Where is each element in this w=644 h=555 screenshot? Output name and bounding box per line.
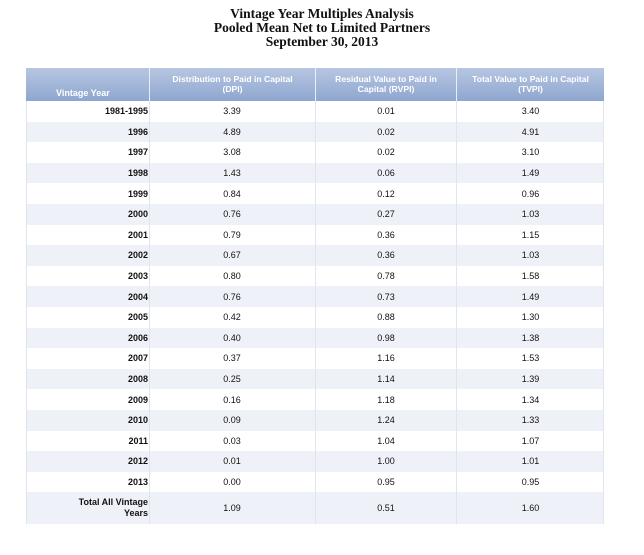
table-row — [26, 472, 604, 493]
row-tvpi-value: 4.91 — [521, 126, 540, 137]
table-row — [26, 286, 604, 307]
row-rvpi-value: 1.24 — [377, 415, 395, 426]
row-tvpi-value: 1.01 — [521, 456, 540, 467]
row-rvpi-value: 0.98 — [377, 332, 395, 343]
header-rvpi: Residual Value to Paid in Capital (RVPI) — [335, 74, 437, 94]
row-dpi-value: 0.80 — [223, 271, 241, 282]
row-dpi-value: 0.76 — [223, 291, 241, 302]
row-vintage-year: 2006 — [127, 332, 148, 343]
table-row — [26, 225, 604, 246]
row-rvpi-value: 0.02 — [377, 126, 395, 137]
table-row — [26, 431, 604, 452]
total-rvpi: 0.51 — [377, 503, 395, 514]
row-tvpi-value: 0.96 — [521, 188, 540, 199]
table-row — [26, 245, 604, 266]
row-tvpi-value: 1.49 — [521, 291, 540, 302]
row-tvpi-value: 3.40 — [521, 106, 540, 117]
row-vintage-year: 2000 — [127, 209, 148, 220]
header-tvpi: Total Value to Paid in Capital (TVPI) — [472, 74, 589, 94]
row-tvpi-value: 1.33 — [521, 415, 540, 426]
table-row — [26, 266, 604, 287]
table-row — [26, 348, 604, 369]
row-dpi-value: 0.42 — [223, 312, 241, 323]
table-body — [26, 101, 604, 492]
row-rvpi-value: 1.18 — [377, 394, 395, 405]
row-dpi-value: 4.89 — [223, 126, 241, 137]
row-vintage-year: 2010 — [127, 415, 148, 426]
row-rvpi-value: 0.06 — [377, 168, 395, 179]
row-tvpi-value: 3.10 — [521, 147, 540, 158]
header-vintage-year: Vintage Year — [56, 88, 110, 98]
row-dpi-value: 3.39 — [223, 106, 241, 117]
row-dpi-value: 0.01 — [223, 456, 241, 467]
row-dpi-value: 0.25 — [223, 374, 241, 385]
table-row — [26, 410, 604, 431]
row-rvpi-value: 0.78 — [377, 271, 395, 282]
table-total-row — [26, 492, 604, 524]
table-row — [26, 369, 604, 390]
row-vintage-year: 1996 — [127, 126, 148, 137]
row-rvpi-value: 1.16 — [377, 353, 395, 364]
row-dpi-value: 0.37 — [223, 353, 241, 364]
row-vintage-year: 1981-1995 — [104, 106, 148, 117]
table-row — [26, 122, 604, 143]
row-dpi-value: 3.08 — [223, 147, 241, 158]
row-vintage-year: 1998 — [127, 168, 148, 179]
total-tvpi: 1.60 — [521, 503, 540, 514]
row-dpi-value: 0.67 — [223, 250, 241, 261]
row-rvpi-value: 1.14 — [377, 374, 395, 385]
row-tvpi-value: 1.53 — [521, 353, 540, 364]
row-rvpi-value: 0.88 — [377, 312, 395, 323]
table-row — [26, 204, 604, 225]
row-rvpi-value: 0.01 — [377, 106, 395, 117]
title-line-3: September 30, 2013 — [265, 34, 379, 49]
row-vintage-year: 2009 — [127, 394, 148, 405]
row-tvpi-value: 1.34 — [521, 394, 540, 405]
row-tvpi-value: 1.38 — [521, 332, 540, 343]
row-rvpi-value: 0.02 — [377, 147, 395, 158]
row-rvpi-value: 1.04 — [377, 435, 395, 446]
row-vintage-year: 2007 — [127, 353, 148, 364]
table-row — [26, 307, 604, 328]
row-dpi-value: 0.40 — [223, 332, 241, 343]
row-rvpi-value: 0.27 — [377, 209, 395, 220]
row-rvpi-value: 1.00 — [377, 456, 395, 467]
row-tvpi-value: 1.58 — [521, 271, 540, 282]
row-rvpi-value: 0.12 — [377, 188, 395, 199]
row-tvpi-value: 1.49 — [521, 168, 540, 179]
row-tvpi-value: 1.39 — [521, 374, 540, 385]
row-vintage-year: 2002 — [127, 250, 148, 261]
multiples-table — [26, 68, 604, 524]
row-vintage-year: 2005 — [127, 312, 148, 323]
row-dpi-value: 1.43 — [223, 168, 241, 179]
row-rvpi-value: 0.95 — [377, 476, 395, 487]
title-line-2: Pooled Mean Net to Limited Partners — [213, 20, 431, 35]
row-dpi-value: 0.00 — [223, 476, 241, 487]
row-vintage-year: 2004 — [127, 291, 148, 302]
table-row — [26, 183, 604, 204]
row-vintage-year: 1999 — [127, 188, 148, 199]
table-row — [26, 389, 604, 410]
table-row — [26, 451, 604, 472]
row-vintage-year: 2012 — [127, 456, 148, 467]
row-dpi-value: 0.03 — [223, 435, 241, 446]
row-vintage-year: 1997 — [127, 147, 148, 158]
table-row — [26, 101, 604, 122]
row-tvpi-value: 1.30 — [521, 312, 540, 323]
row-tvpi-value: 1.03 — [521, 250, 540, 261]
row-rvpi-value: 0.73 — [377, 291, 395, 302]
row-dpi-value: 0.79 — [223, 229, 241, 240]
row-tvpi-value: 1.15 — [521, 229, 540, 240]
row-dpi-value: 0.76 — [223, 209, 241, 220]
row-tvpi-value: 1.07 — [521, 435, 540, 446]
table-header — [26, 68, 604, 101]
table-row — [26, 163, 604, 184]
table-row — [26, 142, 604, 163]
header-dpi: Distribution to Paid in Capital (DPI) — [172, 74, 293, 94]
title-line-1: Vintage Year Multiples Analysis — [230, 6, 414, 21]
total-dpi: 1.09 — [223, 503, 241, 514]
row-dpi-value: 0.84 — [223, 188, 241, 199]
total-year-label: Total All Vintage Years — [78, 497, 148, 519]
row-vintage-year: 2013 — [127, 476, 148, 487]
report-title — [0, 7, 644, 49]
row-dpi-value: 0.09 — [223, 415, 241, 426]
row-rvpi-value: 0.36 — [377, 250, 395, 261]
row-tvpi-value: 0.95 — [521, 476, 540, 487]
row-vintage-year: 2008 — [127, 374, 148, 385]
row-rvpi-value: 0.36 — [377, 229, 395, 240]
row-tvpi-value: 1.03 — [521, 209, 540, 220]
row-vintage-year: 2003 — [127, 271, 148, 282]
row-vintage-year: 2001 — [127, 229, 148, 240]
row-vintage-year: 2011 — [128, 435, 148, 446]
row-dpi-value: 0.16 — [223, 394, 241, 405]
table-row — [26, 328, 604, 349]
